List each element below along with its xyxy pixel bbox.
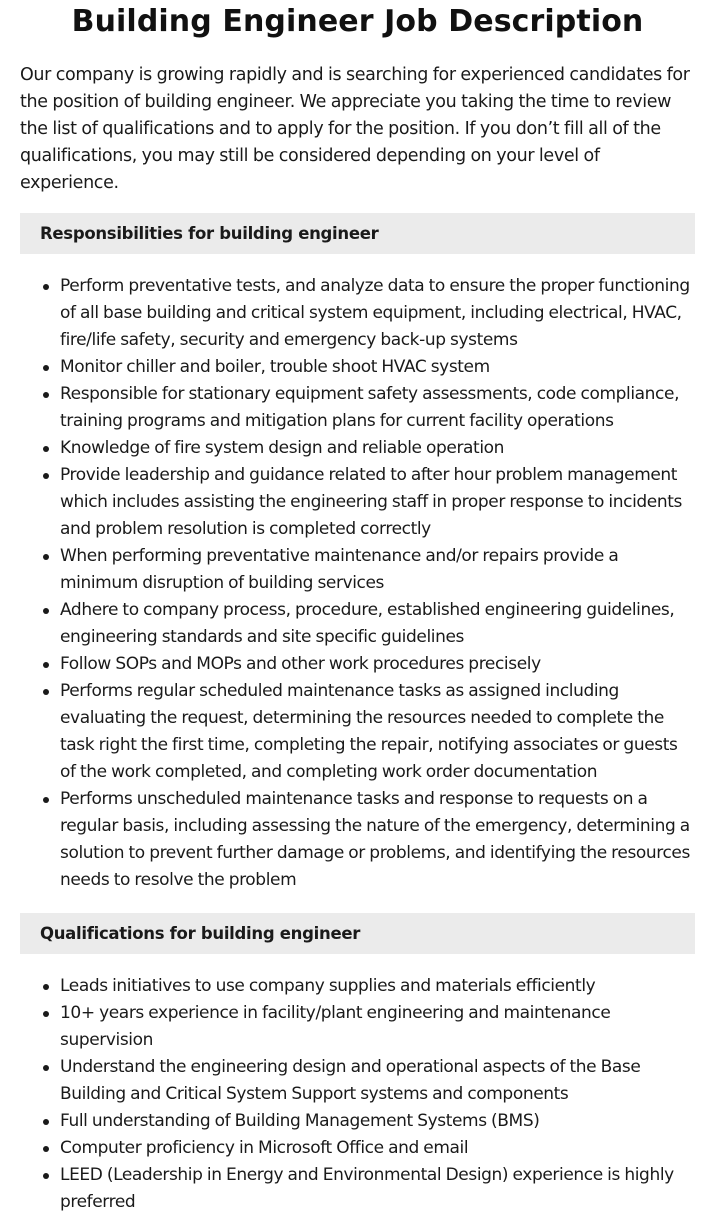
list-item: Provide leadership and guidance related to after hour problem management which includes assisting the engineering staff in proper response to incidents and problem resolution is completed correctly bbox=[60, 462, 695, 543]
list-item: Monitor chiller and boiler, trouble shoot HVAC system bbox=[60, 354, 695, 381]
qualifications-list bbox=[20, 973, 695, 1216]
list-item: Adhere to company process, procedure, established engineering guidelines, engineering standards and site specific guidelines bbox=[60, 597, 695, 651]
list-item: Performs regular scheduled maintenance tasks as assigned including evaluating the request, determining the resources needed to complete the task right the first time, completing the repair, notifying associates or guests of the work completed, and completing work order documentation bbox=[60, 678, 695, 786]
intro-paragraph: Our company is growing rapidly and is searching for experienced candidates for the position of building engineer. We appreciate you taking the time to review the list of qualifications and to apply for the position. If you don’t fill all of the qualifications, you may still be considered depending on your level of experience. bbox=[20, 65, 690, 193]
list-item: Leads initiatives to use company supplies and materials efficiently bbox=[60, 973, 695, 1000]
list-item: Perform preventative tests, and analyze data to ensure the proper functioning of all base building and critical system equipment, including electrical, HVAC, fire/life safety, security and emergency back-up systems bbox=[60, 273, 695, 354]
list-item: 10+ years experience in facility/plant engineering and maintenance supervision bbox=[60, 1000, 695, 1054]
list-item: Computer proficiency in Microsoft Office and email bbox=[60, 1135, 695, 1162]
qualifications-heading: Qualifications for building engineer bbox=[20, 913, 695, 954]
list-item: LEED (Leadership in Energy and Environmental Design) experience is highly preferred bbox=[60, 1162, 695, 1216]
page-title: Building Engineer Job Description bbox=[71, 4, 644, 39]
responsibilities-heading: Responsibilities for building engineer bbox=[20, 213, 695, 254]
list-item: Follow SOPs and MOPs and other work procedures precisely bbox=[60, 651, 695, 678]
list-item: Responsible for stationary equipment safety assessments, code compliance, training programs and mitigation plans for current facility operations bbox=[60, 381, 695, 435]
list-item: When performing preventative maintenance and/or repairs provide a minimum disruption of building services bbox=[60, 543, 695, 597]
list-item: Understand the engineering design and operational aspects of the Base Building and Critical System Support systems and components bbox=[60, 1054, 695, 1108]
list-item: Performs unscheduled maintenance tasks and response to requests on a regular basis, including assessing the nature of the emergency, determining a solution to prevent further damage or problems, and identifying the resources needs to resolve the problem bbox=[60, 786, 695, 894]
responsibilities-list bbox=[20, 273, 695, 894]
list-item: Full understanding of Building Management Systems (BMS) bbox=[60, 1108, 695, 1135]
list-item: Knowledge of fire system design and reliable operation bbox=[60, 435, 695, 462]
